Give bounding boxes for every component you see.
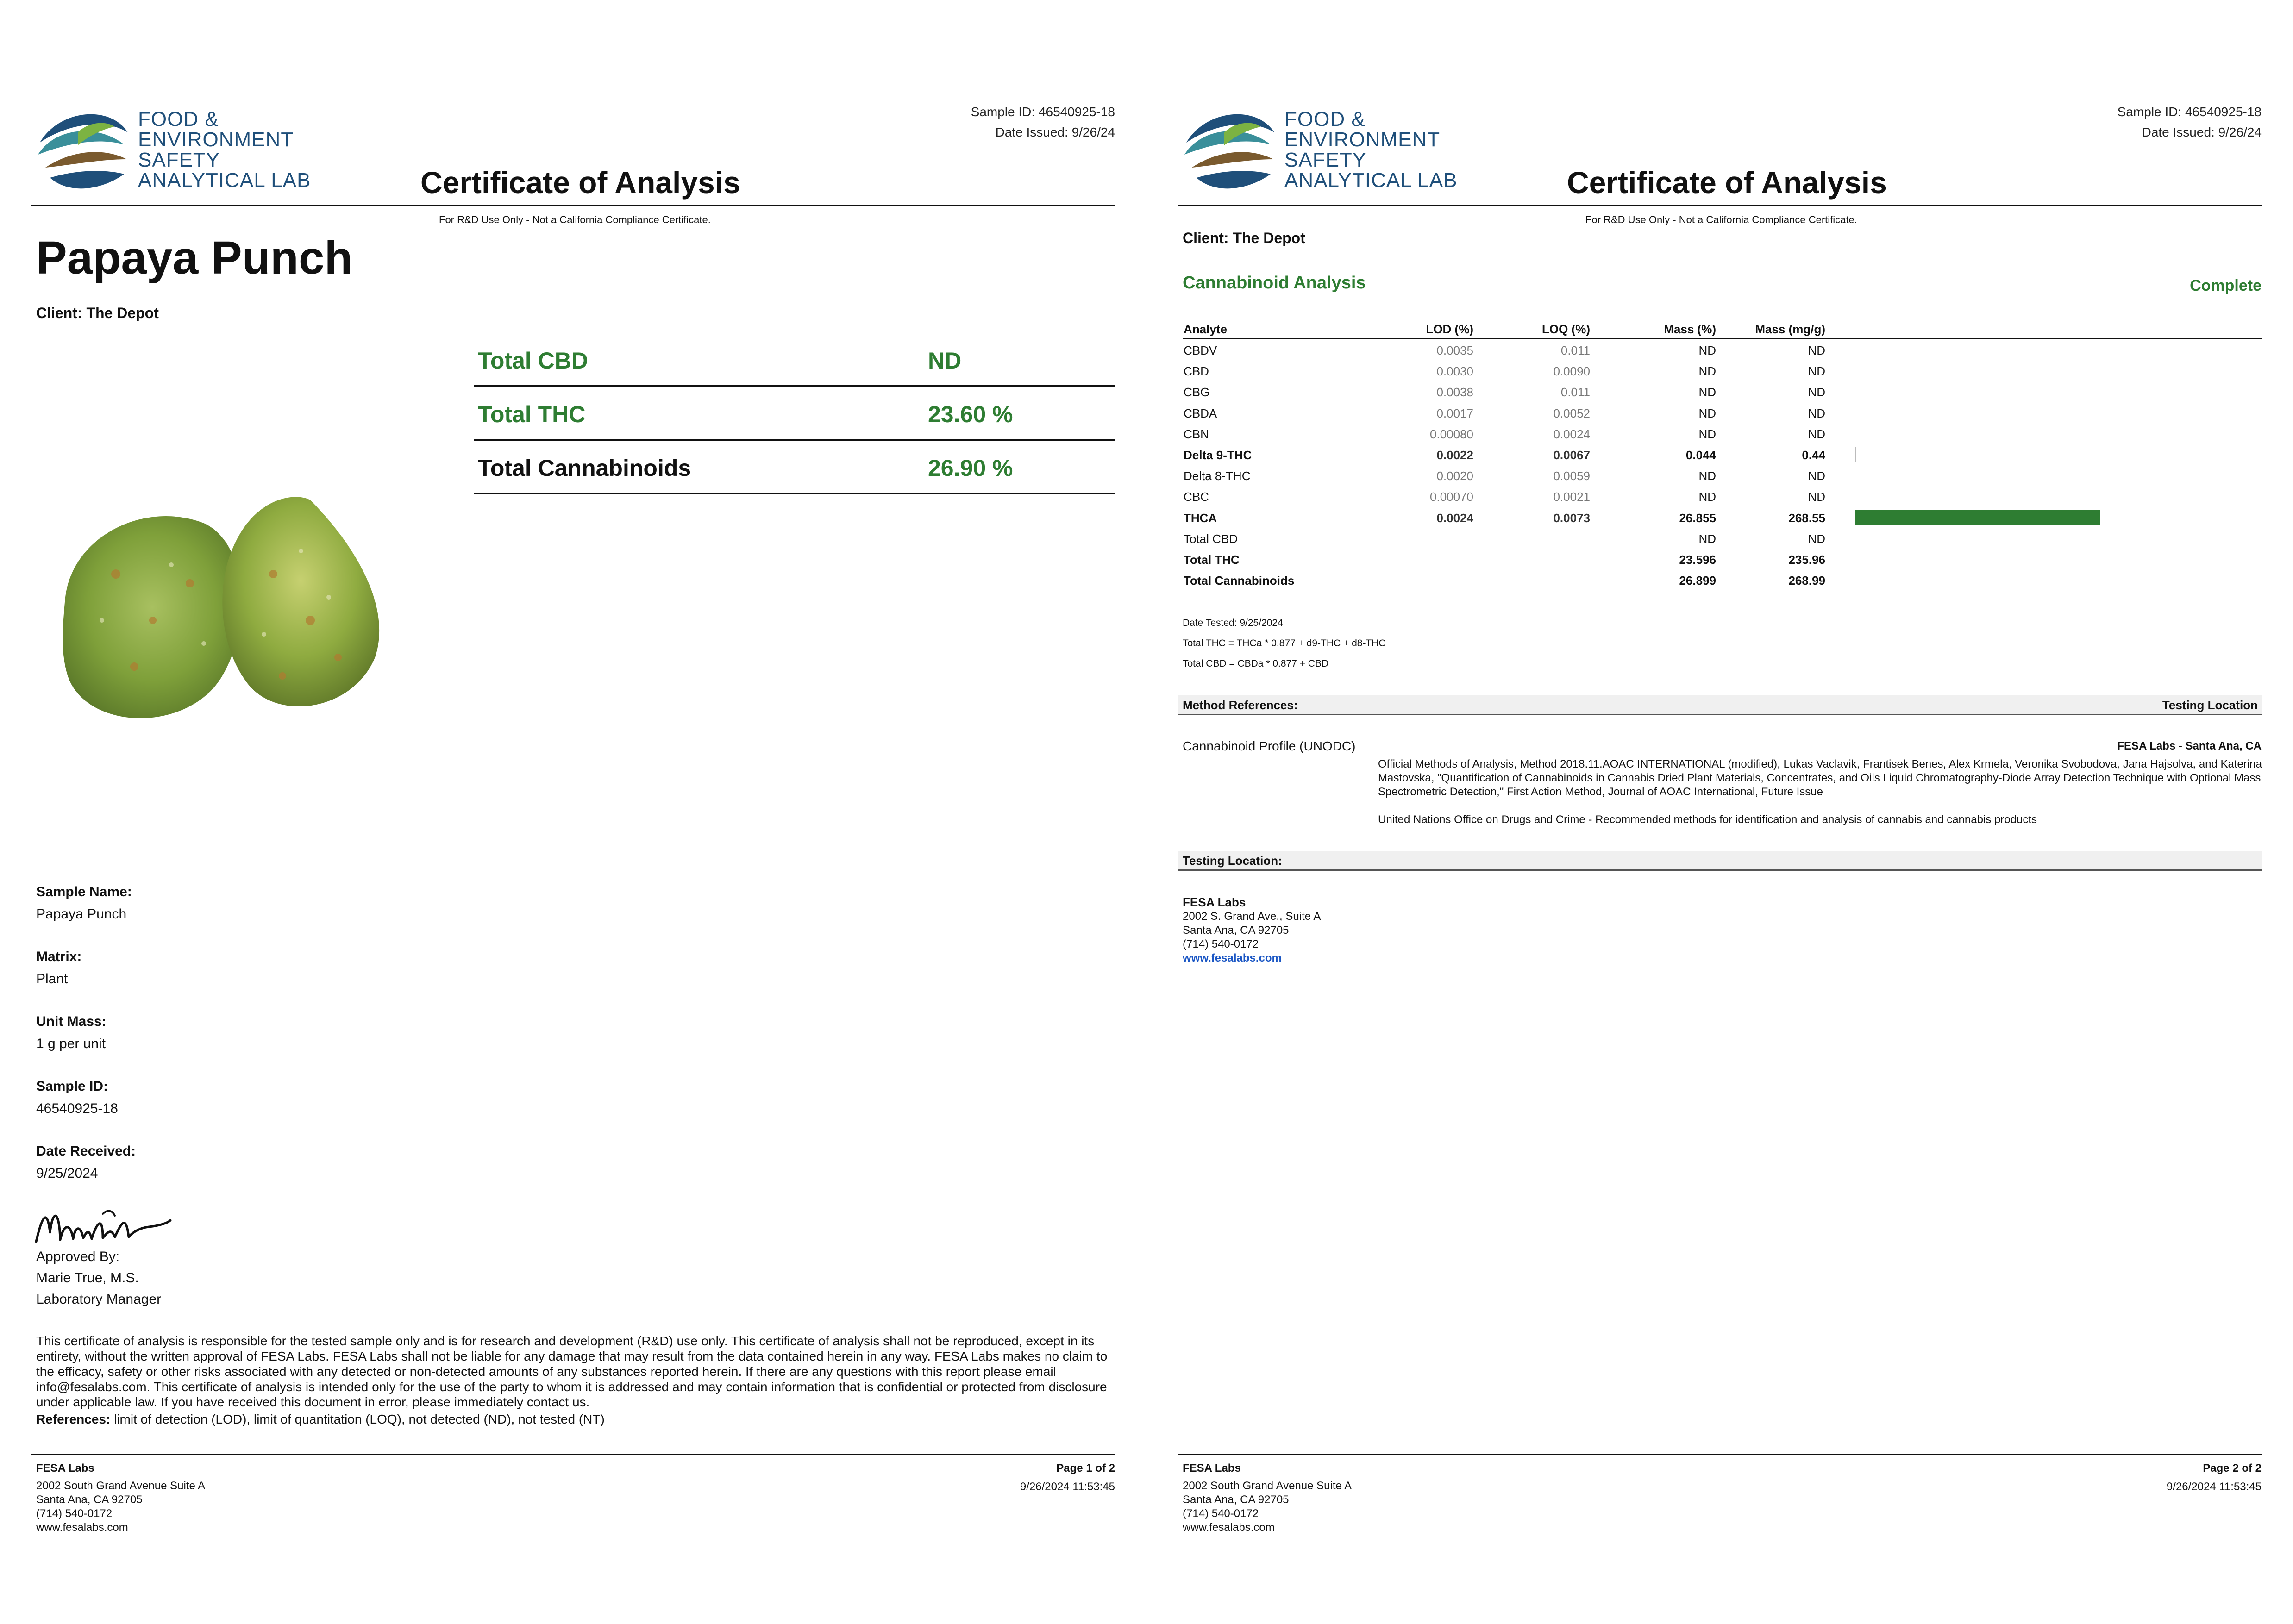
sample-id-label: Sample ID: [36,1079,108,1094]
footer-timestamp: 9/26/2024 11:53:45 [1020,1480,1115,1493]
loq-cell: 0.0021 [1553,490,1590,504]
table-header-divider [1183,338,2262,339]
mass-mg-cell: 0.44 [1802,448,1825,462]
mass-pct-cell: ND [1698,469,1716,483]
coa-page-2 [1146,0,2293,1624]
summary-value: ND [928,348,962,374]
footer-company: FESA Labs [1183,1462,1241,1474]
references-text: limit of detection (LOD), limit of quantitation (LOQ), not detected (ND), not tested (NT) [110,1412,605,1426]
summary-value: 26.90 % [928,455,1013,481]
loq-cell: 0.0024 [1553,427,1590,441]
footer-page-number: Page 1 of 2 [1056,1462,1115,1474]
analyte-cell: CBN [1184,427,1209,441]
analyte-cell: Total Cannabinoids [1184,574,1295,587]
mass-bar [1855,510,2100,525]
testing-location-address-1: 2002 S. Grand Ave., Suite A [1183,910,1321,923]
fesa-logo-text: FOOD & ENVIRONMENT SAFETY ANALYTICAL LAB [1284,108,1458,192]
analyte-cell: CBDV [1184,344,1217,357]
testing-location-website-link[interactable]: www.fesalabs.com [1183,952,1282,964]
mass-bar [1855,447,1856,462]
method-location: FESA Labs - Santa Ana, CA [2117,740,2262,752]
fesa-logo-text: FOOD & ENVIRONMENT SAFETY ANALYTICAL LAB [138,108,311,192]
mass-pct-cell: ND [1698,532,1716,546]
analyte-cell: CBC [1184,490,1209,504]
mass-mg-cell: 268.55 [1788,511,1825,525]
loq-cell: 0.0090 [1553,364,1590,378]
client-name: Client: The Depot [1183,230,1305,246]
footer-divider [31,1454,1115,1455]
mass-mg-cell: ND [1808,532,1825,546]
mass-pct-cell: 23.596 [1679,553,1716,567]
testing-location-phone: (714) 540-0172 [1183,938,1259,950]
column-header-mass-pct: Mass (%) [1664,322,1716,336]
formula-total-thc: Total THC = THCa * 0.877 + d9-THC + d8-THC [1183,638,1386,649]
loq-cell: 0.0067 [1553,448,1590,462]
analyte-cell: Total THC [1184,553,1240,567]
date-received-value: 9/25/2024 [36,1166,98,1181]
client-name: Client: The Depot [36,305,159,321]
testing-location-section-label: Testing Location: [1183,854,1282,868]
lod-cell: 0.0038 [1436,385,1473,399]
analyte-cell: CBD [1184,364,1209,378]
lod-cell: 0.00080 [1430,427,1473,441]
column-header-mass-mg: Mass (mg/g) [1755,322,1825,336]
summary-total-thc [474,390,1115,441]
method-references-band [1178,695,2262,715]
coa-page-1 [0,0,1146,1624]
page-title: Certificate of Analysis [1567,165,1887,200]
product-photo-icon [51,481,403,741]
footer-address-line-1: 2002 South Grand Avenue Suite A [1183,1480,1352,1492]
references-label: References: [36,1412,111,1426]
lod-cell: 0.0030 [1436,364,1473,378]
summary-label: Total CBD [478,348,588,374]
footer-address-line-2: Santa Ana, CA 92705 [1183,1493,1289,1506]
unit-mass-value: 1 g per unit [36,1036,106,1051]
mass-mg-cell: ND [1808,406,1825,420]
mass-pct-cell: 26.899 [1679,574,1716,587]
mass-pct-cell: ND [1698,406,1716,420]
header-date-issued: Date Issued: 9/26/24 [2142,125,2262,139]
summary-label: Total THC [478,401,586,427]
mass-mg-cell: ND [1808,385,1825,399]
footer-company: FESA Labs [36,1462,94,1474]
footer-phone: (714) 540-0172 [1183,1507,1259,1520]
section-title: Cannabinoid Analysis [1183,273,1366,293]
header-divider [1178,205,2262,206]
summary-divider [474,493,1115,494]
column-header-analyte: Analyte [1184,322,1227,336]
summary-value: 23.60 % [928,401,1013,427]
loq-cell: 0.0052 [1553,406,1590,420]
approved-by-label: Approved By: [36,1249,120,1264]
date-tested: Date Tested: 9/25/2024 [1183,618,1283,628]
footer-timestamp: 9/26/2024 11:53:45 [2166,1480,2262,1493]
summary-total-cbd [474,336,1115,387]
approver-title: Laboratory Manager [36,1292,162,1307]
analyte-cell: CBG [1184,385,1210,399]
lod-cell: 0.0020 [1436,469,1473,483]
lod-cell: 0.0035 [1436,344,1473,357]
analyte-cell: CBDA [1184,406,1217,420]
status-badge: Complete [2190,277,2262,294]
matrix-value: Plant [36,971,68,987]
lod-cell: 0.00070 [1430,490,1473,504]
mass-mg-cell: ND [1808,344,1825,357]
date-received-label: Date Received: [36,1143,136,1159]
footer-phone: (714) 540-0172 [36,1507,113,1520]
analyte-cell: THCA [1184,511,1217,525]
loq-cell: 0.0073 [1553,511,1590,525]
mass-pct-cell: ND [1698,385,1716,399]
mass-mg-cell: ND [1808,490,1825,504]
approver-name: Marie True, M.S. [36,1270,139,1286]
signature-icon [33,1200,172,1251]
product-name: Papaya Punch [36,232,353,284]
disclaimer-text: This certificate of analysis is responsible for the tested sample only and is for research and development (R&D) use only. This certificate of analysis shall not be reproduced, except in its entirety, without the written approval of FESA Labs. FESA Labs shall not be liable for any damage that may result from the data contained herein in any way. FESA Labs makes no claim to the efficacy, safety or other risks associated with any detected or non-detected amounts of any substances reported herein. If there are any questions with this report please email info@fesalabs.com. This certificate of analysis is intended only for the use of the party to whom it is addressed and may contain information that is confidential or protected from disclosure under applicable law. If you have received this document in error, please immediately contact us. [36,1334,1108,1409]
method-name: Cannabinoid Profile (UNODC) [1183,739,1356,753]
method-description-unodc: United Nations Office on Drugs and Crime - Recommended methods for identification and analysis of cannabis and cannabis products [1378,813,2037,826]
lod-cell: 0.0024 [1436,511,1473,525]
footer-website: www.fesalabs.com [36,1521,128,1534]
matrix-label: Matrix: [36,949,82,964]
testing-location-label: Testing Location [2162,698,2258,712]
mass-mg-cell: 235.96 [1788,553,1825,567]
mass-pct-cell: ND [1698,344,1716,357]
mass-mg-cell: ND [1808,427,1825,441]
method-description: Official Methods of Analysis, Method 2018.11.AOAC INTERNATIONAL (modified), Lukas Vaclavik, Frantisek Benes, Alex Krmela, Veronika Svobodova, Jana Hajsolva, and Katerina Mastovska, "Quantification of Cannabinoids in Cannabis Dried Plant Materials, Concentrates, and Oils Liquid Chromatography-Diode Array Detection Technique with Optional Mass Spectrometric Detection," First Action Method, Journal of AOAC International, Future Issue [1378,758,2262,798]
sample-name-value: Papaya Punch [36,906,127,922]
footer-address-line-1: 2002 South Grand Avenue Suite A [36,1480,206,1492]
mass-mg-cell: ND [1808,469,1825,483]
mass-pct-cell: ND [1698,427,1716,441]
footer-website: www.fesalabs.com [1183,1521,1275,1534]
column-header-loq: LOQ (%) [1542,322,1590,336]
testing-location-address-2: Santa Ana, CA 92705 [1183,924,1289,937]
summary-total-cannabinoids [474,443,1115,494]
mass-mg-cell: 268.99 [1788,574,1825,587]
mass-mg-cell: ND [1808,364,1825,378]
lod-cell: 0.0022 [1436,448,1473,462]
rd-use-note: For R&D Use Only - Not a California Compliance Certificate. [439,214,711,225]
footer-page-number: Page 2 of 2 [2203,1462,2262,1474]
analyte-cell: Delta 9-THC [1184,448,1252,462]
footer-address-line-2: Santa Ana, CA 92705 [36,1493,143,1506]
loq-cell: 0.0059 [1553,469,1590,483]
mass-pct-cell: 0.044 [1685,448,1716,462]
column-header-lod: LOD (%) [1426,322,1473,336]
summary-divider [474,385,1115,387]
mass-pct-cell: ND [1698,364,1716,378]
testing-location-name: FESA Labs [1183,895,1246,909]
lod-cell: 0.0017 [1436,406,1473,420]
page-title: Certificate of Analysis [420,165,740,200]
mass-pct-cell: 26.855 [1679,511,1716,525]
mass-pct-cell: ND [1698,490,1716,504]
fesa-logo-icon [1178,100,1280,202]
summary-divider [474,439,1115,441]
footer-divider [1178,1454,2262,1455]
header-divider [31,205,1115,206]
unit-mass-label: Unit Mass: [36,1014,107,1029]
summary-label: Total Cannabinoids [478,455,691,481]
references-note [36,1412,605,1427]
testing-location-band [1178,851,2262,871]
analyte-cell: Delta 8-THC [1184,469,1251,483]
header-date-issued: Date Issued: 9/26/24 [995,125,1115,139]
sample-name-label: Sample Name: [36,884,132,899]
fesa-logo-icon [31,100,133,202]
header-sample-id: Sample ID: 46540925-18 [2117,105,2262,119]
sample-id-value: 46540925-18 [36,1101,118,1116]
rd-use-note: For R&D Use Only - Not a California Compliance Certificate. [1585,214,1857,225]
formula-total-cbd: Total CBD = CBDa * 0.877 + CBD [1183,658,1329,669]
analyte-cell: Total CBD [1184,532,1238,546]
method-references-label: Method References: [1183,698,1298,712]
loq-cell: 0.011 [1560,385,1590,399]
header-sample-id: Sample ID: 46540925-18 [971,105,1115,119]
loq-cell: 0.011 [1560,344,1590,357]
